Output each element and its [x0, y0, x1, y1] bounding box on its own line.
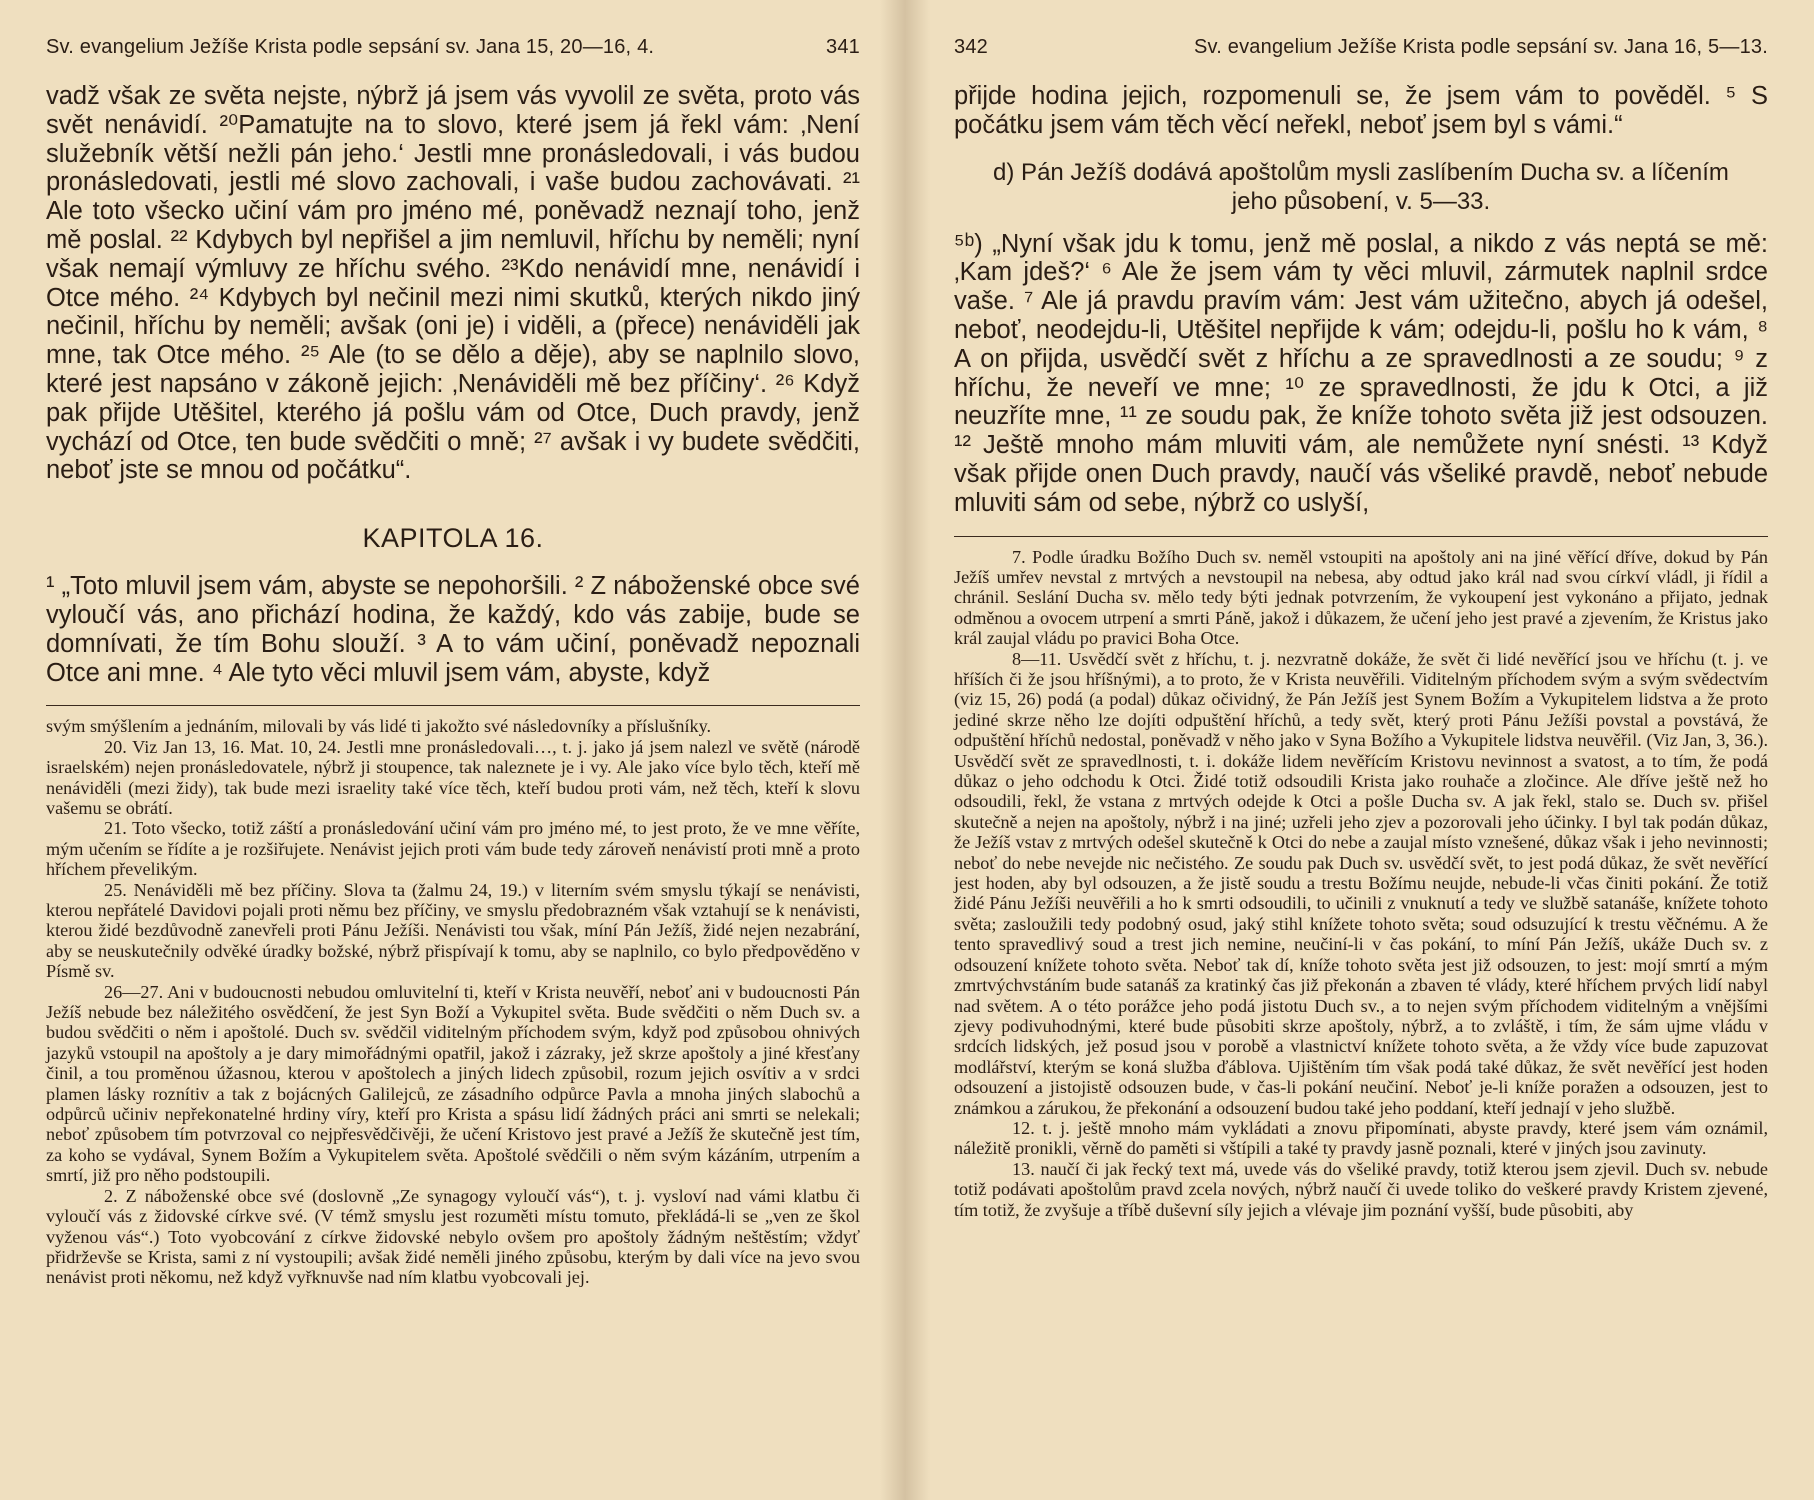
right-page-header — [954, 30, 1768, 64]
footnote: 13. naučí či jak řecký text má, uvede vás do všeliké pravdy, totiž kterou jsem zjevil. Duch sv. nebude totiž podávati apoštolům pravd zcela nových, nýbrž naučí či uvede toliko do veškeré pravdy Kristem zjevené, tím totiž, že zvyšuje a tříbě duševní síly jejich a vlévaje jim poznání vyšší, bude působiti, aby — [954, 1158, 1768, 1220]
left-body-paragraph: vadž však ze světa nejste, nýbrž já jsem vás vyvolil ze světa, proto vás svět nenávidí. ²⁰Pamatujte na to slovo, které jsem já řekl vám: ‚Není služebník větší nežli pán jeho.‘ Jestli mne pronásledovali, i vás budou pronásledovati, jestli mé slovo zachovali, i vaše budou zachovávati. ²¹ Ale toto všecko učiní vám pro jméno mé, poněvadž neznají toho, jenž mě poslal. ²² Kdybych byl nepřišel a jim nemluvil, hříchu by neměli; nyní však nemají výmluvy ze hříchu svého. ²³Kdo nenávidí mne, nenávidí i Otce mého. ²⁴ Kdybych byl nečinil mezi nimi skutků, kterých nikdo jiný nečinil, hříchu by neměli; avšak (oni je) i viděli, a (přece) nenáviděli jak mne, tak Otce mého. ²⁵ Ale (to se dělo a děje), aby se naplnilo slovo, které jest napsáno v zákoně jejich: ‚Nenáviděli mě bez příčiny‘. ²⁶ Když pak přijde Utěšitel, kterého já pošlu vám od Otce, Duch pravdy, jenž vychází od Otce, ten bude svědčiti o mně; ²⁷ avšak i vy budete svědčiti, neboť jste se mnou od počátku“. — [46, 82, 860, 485]
section-subheading: d) Pán Ježíš dodává apoštolům mysli zaslíbením Ducha sv. a líčením jeho působení, v. 5—33. — [993, 158, 1729, 215]
right-body-text — [954, 230, 1768, 518]
right-body-paragraph: ⁵ᵇ) „Nyní však jdu k tomu, jenž mě poslal, a nikdo z vás neptá se mě: ‚Kam jdeš?‘ ⁶ Ale že jsem vám ty věci mluvil, zármutek naplnil srdce vaše. ⁷ Ale já pravdu pravím vám: Jest vám užitečno, abych já odešel, neboť, neodejdu-li, Utěšitel nepřijde k vám; odejdu-li, pošlu ho k vám, ⁸ A on přijda, usvědčí svět z hříchu a ze spravedlnosti a ze soudu; ⁹ z hříchu, že neveří ve mne; ¹⁰ ze spravedlnosti, že jdu k Otci, a již neuzříte mne, ¹¹ ze soudu pak, že kníže tohoto světa již jest odsouzen. ¹² Ještě mnoho mám mluviti vám, ale nemůžete nyní snésti. ¹³ Když však přijde onen Duch pravdy, naučí vás všeliké pravdě, neboť nebude mluviti sám od sebe, nýbrž co uslyší, — [954, 229, 1768, 517]
footnote: 7. Podle úradku Božího Duch sv. neměl vstoupiti na apoštoly ani na jiné věřící dříve, dokud by Pán Ježíš umřev nevstal z mrtvých a nevstoupil na nebesa, aby odtud jako král nad svou církví vládl, ji řídil a chránil. Seslání Ducha sv. mělo tedy býti jednak potvrzením, že vykoupení jest vykonáno a přijato, jednak odměnou a ovocem utrpení a smrti Páně, jakož i důkazem, že učení jeho jest pravé a zjevením, že Kristus jako král zaujal vládu po pravici Boha Otce. — [954, 546, 1768, 649]
left-page-header — [46, 30, 860, 64]
right-page — [904, 0, 1814, 1500]
right-header-title: Sv. evangelium Ježíše Krista podle sepsání sv. Jana 16, 5—13. — [1194, 36, 1768, 58]
footnote-divider — [46, 705, 860, 706]
right-body-intro — [954, 82, 1768, 140]
chapter-body-text — [46, 572, 860, 687]
left-page-number: 341 — [826, 36, 860, 58]
right-footnotes — [954, 547, 1768, 1220]
left-header-title: Sv. evangelium Ježíše Krista podle sepsání sv. Jana 15, 20—16, 4. — [46, 36, 655, 58]
footnote-divider — [954, 536, 1768, 537]
left-body-text — [46, 82, 860, 485]
footnote: 25. Nenáviděli mě bez příčiny. Slova ta (žalmu 24, 19.) v literním svém smyslu týkají se nenávisti, kterou nepřátelé Davidovi pojali proti němu bez příčiny, ve smyslu předobrazném však vztahují se k nenávisti, kterou židé bezdůvodně zanevřeli proti Pánu Ježíši. Nenávisti tou však, míní Pán Ježíš, židé nejen nezabrání, aby se neuskutečnily odvěké úradky božské, nýbrž přispívají k tomu, aby se naplnilo, co bylo předpověděno v Písmě sv. — [46, 879, 860, 982]
footnote: svým smýšlením a jednáním, milovali by vás lidé ti jakožto své následovníky a příslušníky. — [46, 716, 712, 737]
footnote: 20. Viz Jan 13, 16. Mat. 10, 24. Jestli mne pronásledovali…, t. j. jako já jsem nalezl ve světě (národě israelském) nejen pronásledovatele, nýbrž ji stoupence, tak naleznete je i vy. Ale jako více bylo těch, kteří mě nenáviděli (mezi židy), tak bude mezi israelity také více těch, kteří budou proti vám, než těch, kteří k slovu vašemu se obrátí. — [46, 736, 860, 818]
left-footnotes — [46, 716, 860, 1287]
footnote: 21. Toto všecko, totiž záští a pronásledování učiní vám pro jméno mé, to jest proto, že ve mne věříte, mým učením se řídíte a je rozšiřujete. Nenávist jejich proti vám bude tedy zároveň nenávistí proti mně a proto hříchem převelikým. — [46, 818, 860, 880]
footnote: 8—11. Usvědčí svět z hříchu, t. j. nezvratně dokáže, že svět či lidé nevěřící jsou ve hříchu (t. j. ve hříších či že jsou hříšnými), a to proto, že v Krista neuvěřili. Viditelným příchodem svým a svým svědectvím (viz 15, 26) podá (a podal) důkaz očividný, že Pán Ježíš jest Synem Božím a Vykupitelem lidstva a že proto jediné skrze něho lze dojíti odpuštění hříchů, a tedy svět, který proti Pánu Ježíši povstal a povstává, že odpuštění hříchů nedostal, poněvadž v něho jako v Syna Božího a Vykupitele lidstva neuvěřil. (Viz Jan, 3, 36.). Usvědčí svět ze spravedlnosti, t. i. dokáže lidem nevěřícím Kristovu nevinnost a svatost, a to tím, že podá důkaz o jeho odchodu k Otci. Židé totiž odsoudili Krista jako rouhače a zločince. Ale dříve ještě než ho odsoudili, řekl, že vstana z mrtvých odejde k Otci a pošle Ducha sv. A jak řekl, stalo se. Duch sv. přišel skutečně a nejen na apoštoly, nýbrž i na jiné; uzřeli jeho zjev a pozorovali jeho účinky. I byl tak podán důkaz, že Ježíš vstav z mrtvých odešel skutečně k Otci do nebe a zaujal místo vznešené, důkaz však i jeho nevinnosti; neboť do nebe nevejde nic nečistého. Ze soudu pak Duch sv. usvědčí svět, to jest podá důkaz, že svět nevěřící jest hoden, aby byl odsouzen, a že jistě soudu a trestu Božímu neujde, nebude-li včas činiti pokání. Že totiž židé Pánu Ježíši neuvěřili a ho k smrti odsoudili, to učinili z vnuknutí a tedy ve službě satanáše, knížete tohoto světa; zasloužili tedy podobný osud, jaký stihl knížete tohoto světa; soud odsuzující k trestu věčnému. A že tento spravedlivý soud a trest jich nemine, neučiní-li v čas pokání, to míní Pán Ježíš, ukáže Duch sv. z odsouzení knížete tohoto světa. Neboť tak dí, kníže tohoto světa jest již odsouzen, to jest: mojí smrtí a mým zmrtvýchvstáním bude satanáš za kratinký čas již překonán a zbaven té vlády, které hříchem prvých lidí nabyl nad světem. A o této porážce jeho podá jistotu Duch sv., a to nejen svým příchodem viditelným a vnějšími zjevy podivuhodnými, které bude působiti skrze apoštoly, nýbrž, a to zvláště, i tím, že sám ujme vládu v srdcích lidských, jež posud jsou v porobě a vlastnictví knížete tohoto světa, a že vždy více bude zapuzovat modlářství, kterým se koná služba ďáblova. Ujištěním tím však podá také důkaz, že svět nevěřící jest hoden odsouzení a jistojistě odsouzen bude, v čas-li pokání neučiní. Neboť je-li kníže poražen a odsouzen, jest to známkou a zárukou, že překonání a odsouzení budou také jeho poddaní, kteří jednají v jeho službě. — [954, 648, 1768, 1118]
chapter-heading: KAPITOLA 16. — [362, 523, 544, 554]
right-intro-paragraph: přijde hodina jejich, rozpomenuli se, že jsem vám to pověděl. ⁵ S počátku jsem vám těch věcí neřekl, neboť jsem byl s vámi.“ — [954, 82, 1768, 139]
page-gutter — [880, 0, 930, 1500]
left-page — [0, 0, 904, 1500]
footnote: 12. t. j. ještě mnoho mám vykládati a znovu připomínati, abyste pravdy, které jsem vám oznámil, náležitě pronikli, věrně do paměti si vštípili a také ty pravdy jasně poznali, které v jiných jsou zavinuty. — [954, 1117, 1768, 1159]
right-page-number: 342 — [954, 36, 988, 58]
footnote: 26—27. Ani v budoucnosti nebudou omluvitelní ti, kteří v Krista neuvěří, neboť ani v budoucnosti Pán Ježíš nebude bez náležitého osvědčení, že jest Syn Boží a Vykupitel světa. Bude svědčiti o něm Duch sv. a budou svědčiti o něm i apoštolé. Duch sv. svědčil viditelným příchodem svým, když pod způsobou ohnivých jazyků vstoupil na apoštoly a je dary mimořádnými opatřil, jakož i zázraky, jež skrze apoštoly a jiné křesťany činil, a tou proměnou úžasnou, kterou v apoštolech a jiných lidech způsobil, rozum jejich osvítiv a v srdci plamen lásky roznítiv a tak z bojácných Galilejců, ze zásadního odpůrce Pavla a mnoha jiných slabochů a odpůrců učiniv nepřekonatelné hrdiny víry, kteří pro Krista a spásu lidí žádných práci ani smrti se nelekali; neboť způsobem tím potvrzoval co nejpřesvědčivěji, že učení Kristovo jest pravé a Ježíš že skutečně jest tím, za koho se vydával, Synem Božím a Vykupitelem světa. Apoštolé svědčili o něm svým kázáním, utrpením a smrtí, již pro něho podstoupili. — [46, 981, 860, 1186]
footnote: 2. Z náboženské obce své (doslovně „Ze synagogy vyloučí vás“), t. j. vysloví nad vámi klatbu či vyloučí vás z židovské církve své. (V témž smyslu jest rozuměti místu tomuto, překládá-li se „ven ze škol vyženou vás“.) Toto vyobcování z církve židovské nebylo ovšem pro apoštoly žádným neštěstím; vždyť přidrževše se Krista, sami z ní vystoupili; avšak židé neměli jiného způsobu, kterým by dali více na jevo svou nenávist proti někomu, než když vyřknuvše nad ním klatbu vyobcovali jej. — [46, 1185, 860, 1288]
chapter-body-paragraph: ¹ „Toto mluvil jsem vám, abyste se nepohoršili. ² Z náboženské obce své vyloučí vás, ano přichází hodina, že každý, kdo vás zabije, bude se domnívati, že tím Bohu slouží. ³ A to vám učiní, poněvadž nepoznali Otce ani mne. ⁴ Ale tyto věci mluvil jsem vám, abyste, když — [46, 572, 860, 687]
